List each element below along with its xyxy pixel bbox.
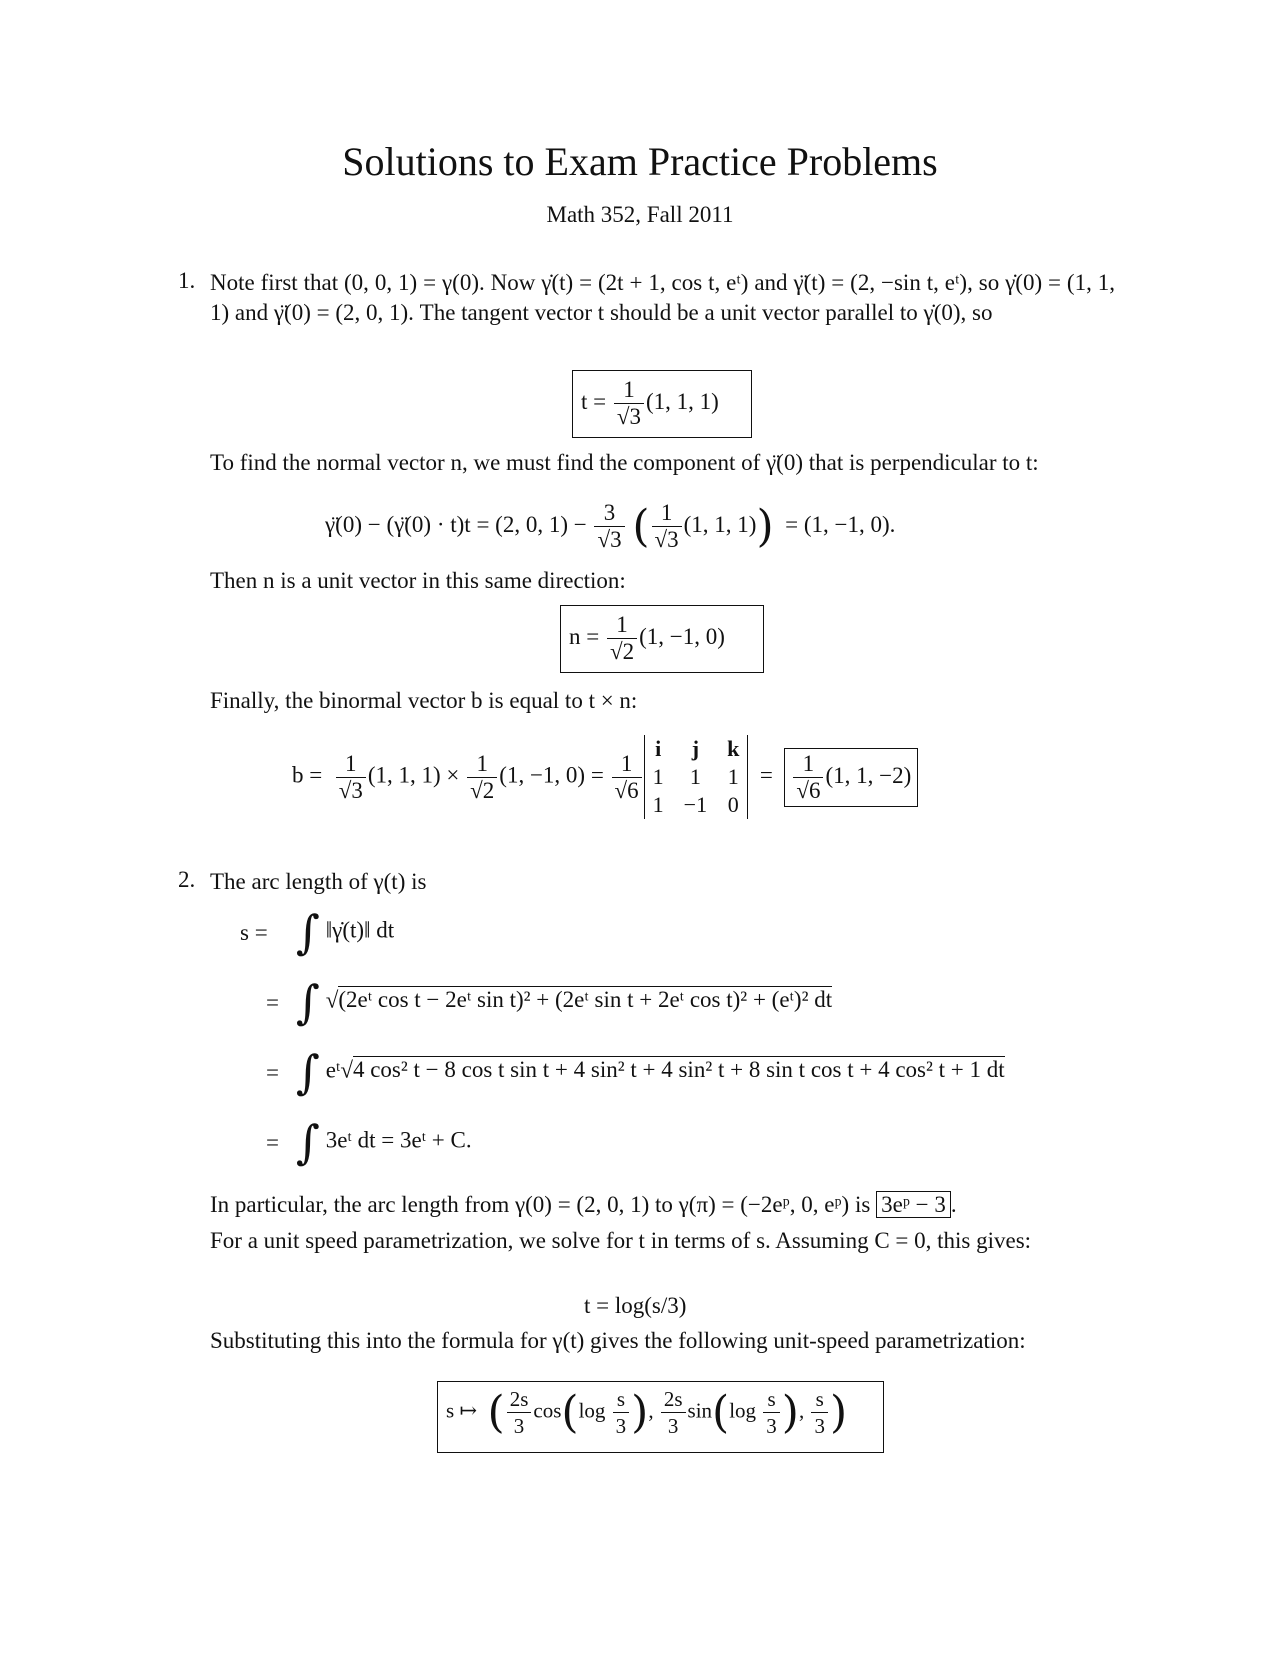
problem-2-arc-length-text: In particular, the arc length from γ(0) = (2, 0, 1) to γ(π) = (−2eᵖ, 0, eᵖ) is 3eᵖ − 3 . [210,1192,957,1217]
problem-2-intro: The arc length of γ(t) is [210,869,427,894]
eq-sign-2: = [266,990,279,1015]
arc-line-3: ∫ eᵗ√4 cos² t − 8 cos t sin t + 4 sin² t + 4 sin² t + 8 sin t cos t + 4 cos² t + 1 dt [296,1045,1005,1099]
t-equation: t = log(s/3) [584,1293,687,1318]
tangent-lhs: t = [581,388,607,414]
determinant-matrix: i j k 1 1 1 1 −1 0 [644,735,749,819]
eq-sign-3: = [266,1060,279,1085]
arc-length-box: 3eᵖ − 3 [876,1191,951,1218]
arc-line-2: ∫ √(2eᵗ cos t − 2eᵗ sin t)² + (2eᵗ sin t + 2eᵗ cos t)² + (eᵗ)² dt [296,975,833,1029]
binormal-result-box: $\frac{1}{√6}$ (1, 1, −2) [784,748,918,807]
problem-2-unit-speed-text: For a unit speed parametrization, we solve for t in terms of s. Assuming C = 0, this gives: [210,1228,1032,1253]
page-title: Solutions to Exam Practice Problems [342,139,938,184]
problem-1-binormal-text: Finally, the binormal vector b is equal to t × n: [210,688,638,713]
problem-1-then-text: Then n is a unit vector in this same direction: [210,568,626,593]
problem-2-substitute-text: Substituting this into the formula for γ(t) gives the following unit-speed parametrization: [210,1328,1026,1353]
problem-1-intro: Note first that (0, 0, 1) = γ(0). Now γ̇(t) = (2t + 1, cos t, eᵗ) and γ̈(t) = (2, −sin t, eᵗ), so γ̇(0) = (1, 1, 1) and γ̈(0) = (2, 0, 1). The tangent vector t should be a unit vector parallel to γ̇(0), so [210,270,1115,325]
perpendicular-equation: γ̈(0) − (γ̈(0) · t)t = (2, 0, 1) − $\frac{3}{√3}$ ( $\frac{1}{√3}$ (1, 1, 1)) = (1, −1, 0). [325,500,896,552]
arc-line-4: ∫ 3eᵗ dt = 3eᵗ + C. [296,1115,472,1169]
problem-2-number: 2. [178,867,196,892]
problem-1-normal-text: To find the normal vector n, we must find the component of γ̈(0) that is perpendicular to t: [210,450,1039,475]
arc-line-1: ∫ ‖γ̇(t)‖ dt [296,905,395,959]
s-lhs: s = [240,920,268,945]
eq-sign-4: = [266,1130,279,1155]
page-subtitle: Math 352, Fall 2011 [546,202,734,227]
tangent-vector: (1, 1, 1) [646,388,719,414]
normal-box: n = $\frac{1}{√2}$ (1, −1, 0) [560,605,764,673]
final-parametrization-box: s ↦ ( $\frac{2s}{3}$ cos(log $\frac{s}{3}$ ), $\frac{2s}{3}$ sin(log $\frac{s}{3}$ ), $\frac{s}{3}$ ) [437,1381,884,1453]
binormal-equation: b = $\frac{1}{√3}$ (1, 1, 1) × $\frac{1}{√2}$ (1, −1, 0) = $\frac{1}{√6}$ i j k 1 1 1 1 −1 0 = $\frac{1}{√6}$ (1, 1, −2) [292,735,918,819]
tangent-box [572,370,752,438]
tangent-fraction: $\frac{1}{√3}$ [614,377,644,430]
problem-1-number: 1. [178,268,196,293]
